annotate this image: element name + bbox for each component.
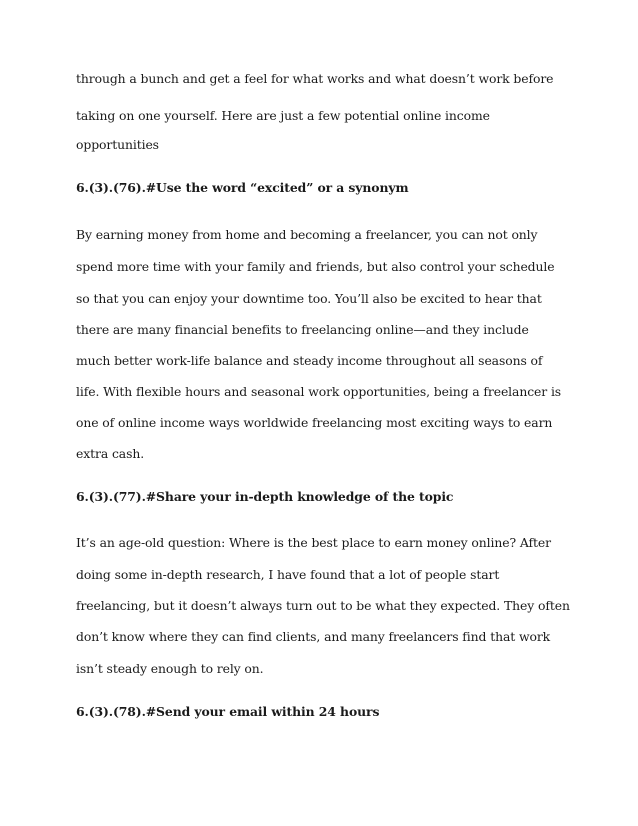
paragraph-1-line-3: opportunities [76,137,159,152]
section-heading-77: 6.(3).(77).#Share your in-depth knowledge of the topic [76,489,454,504]
paragraph-2-line-8: extra cash. [76,446,145,461]
paragraph-1-line-1: through a bunch and get a feel for what works and what doesn’t work before [76,71,554,86]
paragraph-3-line-4: don’t know where they can find clients, and many freelancers find that work [76,629,551,644]
paragraph-2-line-2: spend more time with your family and friends, but also control your schedule [76,259,555,274]
section-heading-76: 6.(3).(76).#Use the word “excited” or a synonym [76,180,409,195]
paragraph-3-line-2: doing some in-depth research, I have found that a lot of people start [76,567,500,582]
paragraph-3-line-5: isn’t steady enough to rely on. [76,661,264,676]
paragraph-2-line-7: one of online income ways worldwide freelancing most exciting ways to earn [76,415,553,430]
paragraph-2-line-3: so that you can enjoy your downtime too. You’ll also be excited to hear that [76,291,542,306]
paragraph-2-line-5: much better work-life balance and steady income throughout all seasons of [76,353,543,368]
paragraph-2-line-4: there are many financial benefits to freelancing online—and they include [76,322,529,337]
paragraph-2-line-6: life. With flexible hours and seasonal work opportunities, being a freelancer is [76,384,562,399]
paragraph-3-line-1: It’s an age-old question: Where is the best place to earn money online? After [76,535,551,550]
paragraph-2-line-1: By earning money from home and becoming a freelancer, you can not only [76,227,538,242]
paragraph-3-line-3: freelancing, but it doesn’t always turn out to be what they expected. They often [76,598,570,613]
section-heading-78: 6.(3).(78).#Send your email within 24 hours [76,704,380,719]
paragraph-1-line-2: taking on one yourself. Here are just a few potential online income [76,108,490,123]
